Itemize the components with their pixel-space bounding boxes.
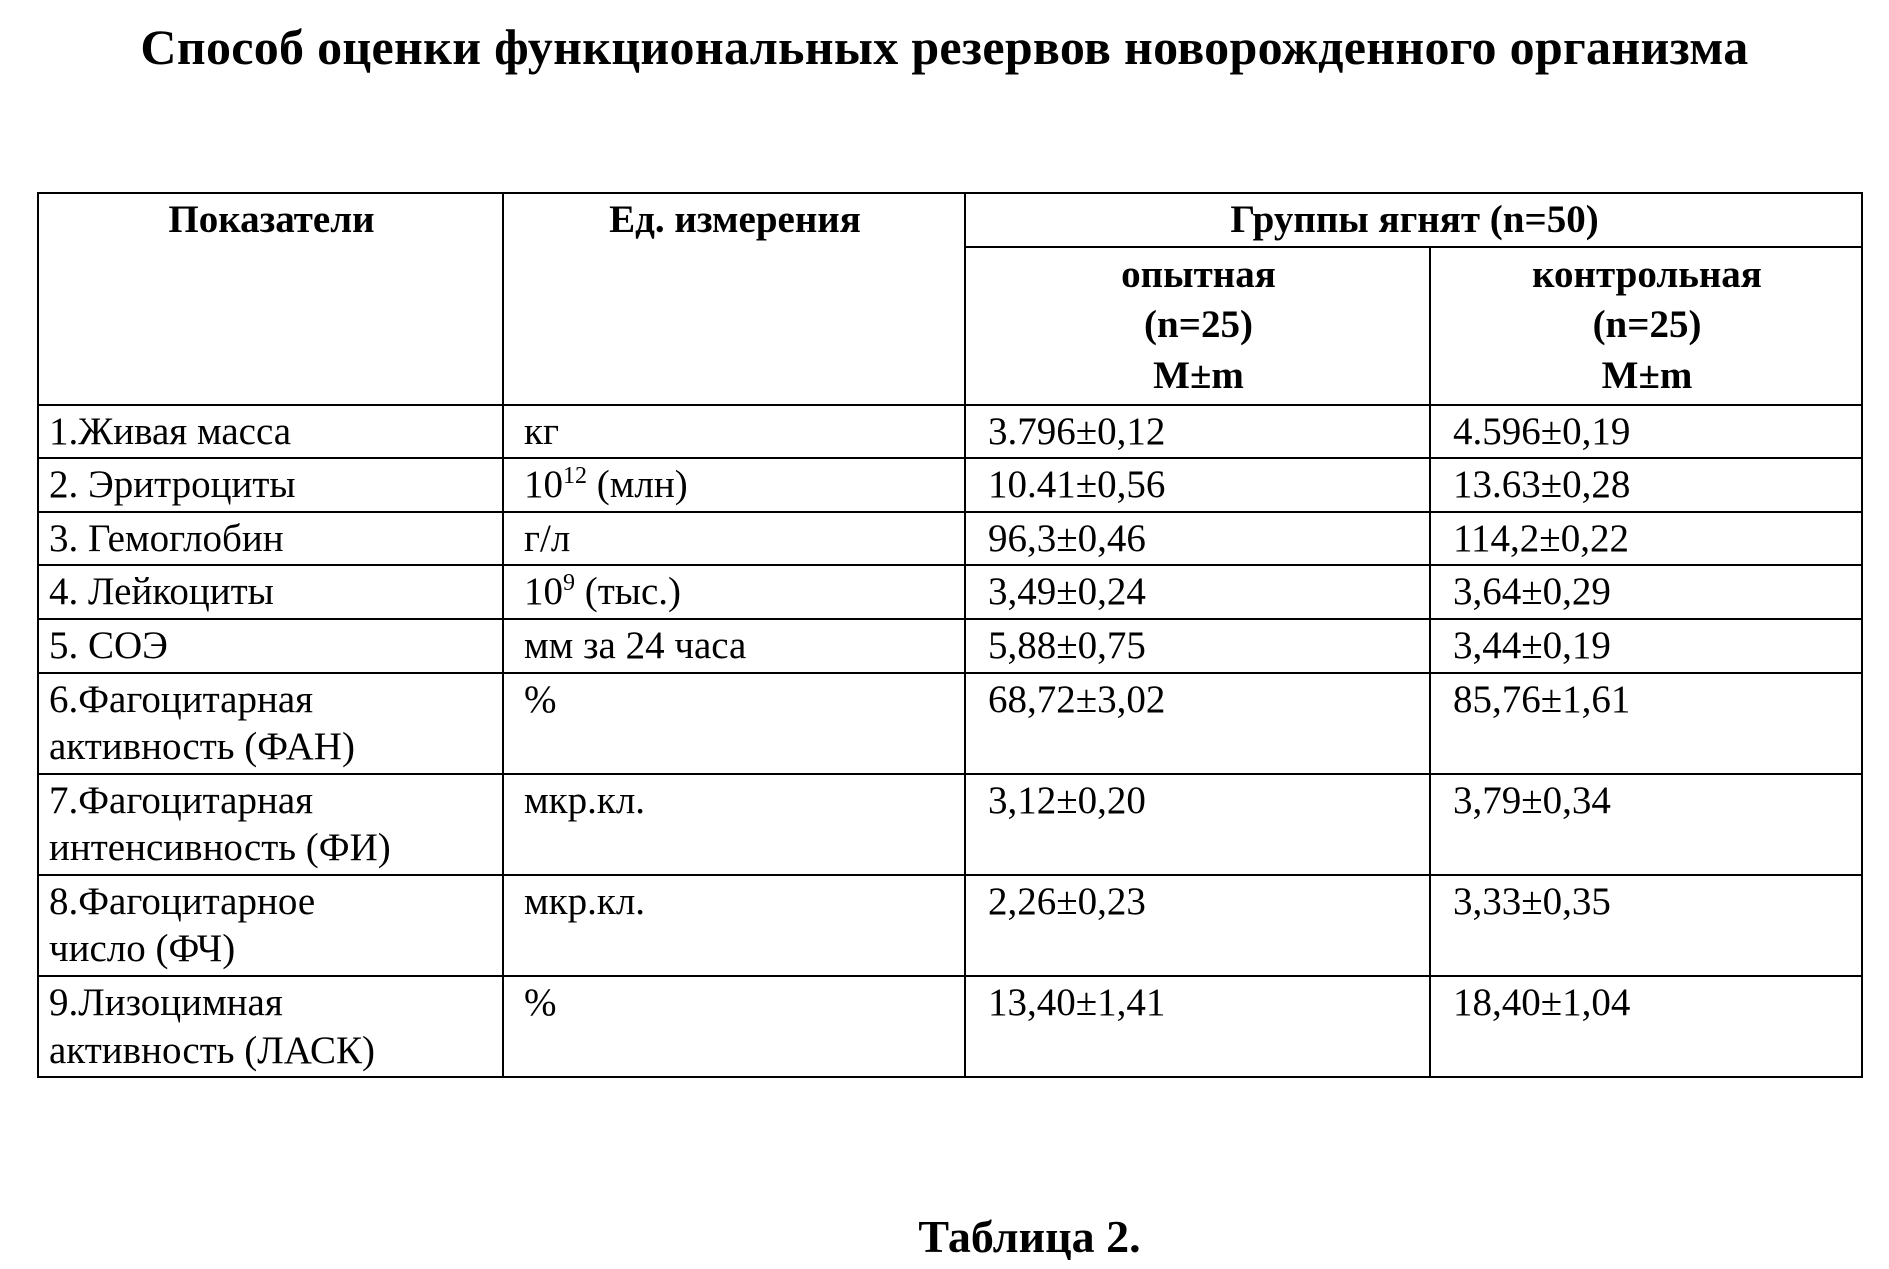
unit-exponent: 12 xyxy=(563,463,587,490)
table-row xyxy=(38,673,1862,774)
table-row xyxy=(38,512,1862,566)
header-control-line: контрольная xyxy=(1532,252,1762,296)
table-row xyxy=(38,619,1862,673)
unit-cell: мм за 24 часа xyxy=(503,619,965,673)
indicator-line: интенсивность (ФИ) xyxy=(49,826,391,870)
unit-suffix: (тыс.) xyxy=(575,570,682,614)
indicator-cell: 4. Лейкоциты xyxy=(38,565,503,619)
control-value: 4.596±0,19 xyxy=(1430,405,1862,459)
header-control-line: M±m xyxy=(1601,353,1693,397)
experimental-value: 3,49±0,24 xyxy=(965,565,1430,619)
table-row xyxy=(38,405,1862,459)
unit-cell: кг xyxy=(503,405,965,459)
document-title: Способ оценки функциональных резервов новорожденного организма xyxy=(140,19,1749,75)
control-value: 18,40±1,04 xyxy=(1430,976,1862,1077)
data-table xyxy=(37,192,1863,1078)
indicator-cell: 1.Живая масса xyxy=(38,405,503,459)
table-row xyxy=(38,875,1862,976)
indicator-cell xyxy=(38,976,503,1077)
control-value: 13.63±0,28 xyxy=(1430,458,1862,512)
unit-cell: г/л xyxy=(503,512,965,566)
unit-exponent: 9 xyxy=(563,570,575,597)
table-caption: Таблица 2. xyxy=(918,1211,1141,1262)
unit-cell xyxy=(503,565,965,619)
header-control-line: (n=25) xyxy=(1592,303,1702,347)
experimental-value: 13,40±1,41 xyxy=(965,976,1430,1077)
experimental-value: 5,88±0,75 xyxy=(965,619,1430,673)
header-experimental-line: M±m xyxy=(1153,353,1244,397)
unit-cell: % xyxy=(503,976,965,1077)
indicator-line: активность (ЛАСК) xyxy=(49,1028,375,1072)
unit-cell: % xyxy=(503,673,965,774)
unit-cell xyxy=(503,458,965,512)
header-unit: Ед. измерения xyxy=(503,193,965,405)
indicator-line: 7.Фагоцитарная xyxy=(49,778,314,822)
indicator-line: 9.Лизоцимная xyxy=(49,981,283,1024)
control-value: 3,64±0,29 xyxy=(1430,565,1862,619)
header-experimental-line: (n=25) xyxy=(1144,303,1253,347)
indicator-cell xyxy=(38,774,503,875)
experimental-value: 10.41±0,56 xyxy=(965,458,1430,512)
control-value: 3,79±0,34 xyxy=(1430,774,1862,875)
indicator-cell: 3. Гемоглобин xyxy=(38,512,503,566)
unit-base: 10 xyxy=(524,570,563,614)
control-value: 85,76±1,61 xyxy=(1430,673,1862,774)
header-experimental-line: опытная xyxy=(1121,252,1276,296)
indicator-cell: 2. Эритроциты xyxy=(38,458,503,512)
experimental-value: 3.796±0,12 xyxy=(965,405,1430,459)
unit-base: 10 xyxy=(524,463,563,507)
experimental-value: 3,12±0,20 xyxy=(965,774,1430,875)
unit-cell: мкр.кл. xyxy=(503,774,965,875)
indicator-cell xyxy=(38,875,503,976)
header-control xyxy=(1430,247,1862,405)
unit-cell: мкр.кл. xyxy=(503,875,965,976)
experimental-value: 96,3±0,46 xyxy=(965,512,1430,566)
table-row xyxy=(38,458,1862,512)
experimental-value: 68,72±3,02 xyxy=(965,673,1430,774)
indicator-cell: 5. СОЭ xyxy=(38,619,503,673)
control-value: 114,2±0,22 xyxy=(1430,512,1862,566)
table-row xyxy=(38,565,1862,619)
indicator-line: активность (ФАН) xyxy=(49,725,355,769)
table-row xyxy=(38,976,1862,1077)
indicator-line: 6.Фагоцитарная xyxy=(49,677,314,721)
indicator-line: 8.Фагоцитарное xyxy=(49,879,316,923)
header-row xyxy=(38,193,1862,247)
experimental-value: 2,26±0,23 xyxy=(965,875,1430,976)
header-group: Группы ягнят (n=50) xyxy=(965,193,1862,247)
control-value: 3,33±0,35 xyxy=(1430,875,1862,976)
header-indicator: Показатели xyxy=(38,193,503,405)
indicator-line: число (ФЧ) xyxy=(49,927,236,971)
indicator-cell xyxy=(38,673,503,774)
unit-suffix: (млн) xyxy=(587,463,688,507)
table-row xyxy=(38,774,1862,875)
control-value: 3,44±0,19 xyxy=(1430,619,1862,673)
header-experimental xyxy=(965,247,1430,405)
